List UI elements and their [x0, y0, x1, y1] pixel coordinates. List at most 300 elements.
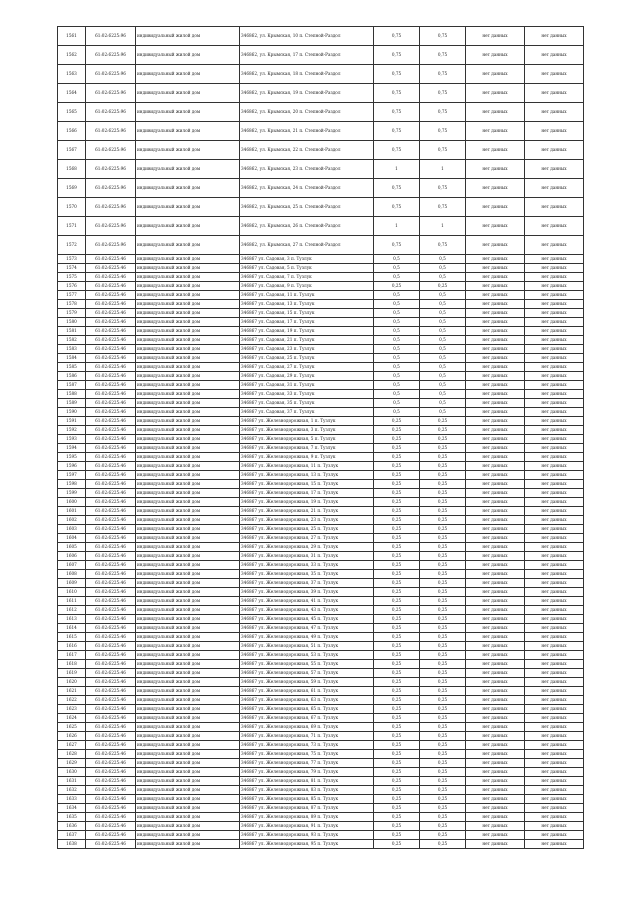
address-cell: 346867 ул. Железнодорожная, 45 п. Тузлук: [240, 615, 374, 624]
status-a-cell: нет данных: [466, 426, 525, 435]
object-type-cell: индивидуальный жилой дом: [136, 46, 240, 65]
status-a-cell: нет данных: [466, 480, 525, 489]
status-a-cell: нет данных: [466, 264, 525, 273]
status-b-cell: нет данных: [525, 399, 584, 408]
address-cell: 346862, ул. Крымская, 20 п. Степной-Раздол: [240, 103, 374, 122]
address-cell: 346862, ул. Крымская, 17 п. Степной-Раздол: [240, 46, 374, 65]
status-b-cell: нет данных: [525, 480, 584, 489]
table-row: [58, 255, 584, 264]
area-a-cell: 0,25: [374, 777, 420, 786]
status-b-cell: нет данных: [525, 768, 584, 777]
address-cell: 346862, ул. Крымская, 27 п. Степной-Раздол: [240, 236, 374, 255]
area-b-cell: 0,25: [420, 633, 466, 642]
address-cell: 346867 ул. Железнодорожная, 81 п. Тузлук: [240, 777, 374, 786]
status-b-cell: нет данных: [525, 390, 584, 399]
table-row: [58, 570, 584, 579]
address-cell: 346862, ул. Крымская, 22 п. Степной-Раздол: [240, 141, 374, 160]
status-b-cell: нет данных: [525, 516, 584, 525]
address-cell: 346867 ул. Железнодорожная, 49 п. Тузлук: [240, 633, 374, 642]
row-number-cell: 1622: [58, 696, 86, 705]
cadastral-number-cell: 61:02:6225:46: [86, 750, 136, 759]
status-a-cell: нет данных: [466, 318, 525, 327]
cadastral-number-cell: 61:02:6225:46: [86, 264, 136, 273]
address-cell: 346867 ул. Железнодорожная, 17 п. Тузлук: [240, 489, 374, 498]
object-type-cell: индивидуальный жилой дом: [136, 309, 240, 318]
status-a-cell: нет данных: [466, 327, 525, 336]
area-a-cell: 0,25: [374, 435, 420, 444]
object-type-cell: индивидуальный жилой дом: [136, 822, 240, 831]
status-b-cell: нет данных: [525, 525, 584, 534]
row-number-cell: 1582: [58, 336, 86, 345]
row-number-cell: 1613: [58, 615, 86, 624]
status-b-cell: нет данных: [525, 822, 584, 831]
cadastral-number-cell: 61:02:6225:46: [86, 669, 136, 678]
address-cell: 346867 ул. Садовая, 25 п. Тузлук: [240, 354, 374, 363]
address-cell: 346862, ул. Крымская, 25 п. Степной-Раздол: [240, 198, 374, 217]
status-a-cell: нет данных: [466, 471, 525, 480]
status-a-cell: нет данных: [466, 408, 525, 417]
area-b-cell: 0,25: [420, 786, 466, 795]
row-number-cell: 1572: [58, 236, 86, 255]
address-cell: 346867 ул. Железнодорожная, 53 п. Тузлук: [240, 651, 374, 660]
cadastral-number-cell: 61:02:6225:96: [86, 122, 136, 141]
table-row: [58, 516, 584, 525]
status-b-cell: нет данных: [525, 705, 584, 714]
status-a-cell: нет данных: [466, 525, 525, 534]
cadastral-number-cell: 61:02:6225:46: [86, 597, 136, 606]
area-b-cell: 0,5: [420, 318, 466, 327]
table-row: [58, 786, 584, 795]
status-a-cell: нет данных: [466, 354, 525, 363]
status-b-cell: нет данных: [525, 462, 584, 471]
area-b-cell: 0,25: [420, 453, 466, 462]
row-number-cell: 1586: [58, 372, 86, 381]
table-row: [58, 723, 584, 732]
object-type-cell: индивидуальный жилой дом: [136, 399, 240, 408]
row-number-cell: 1575: [58, 273, 86, 282]
table-row: [58, 381, 584, 390]
cadastral-number-cell: 61:02:6225:46: [86, 786, 136, 795]
table-row: [58, 46, 584, 65]
address-cell: 346862, ул. Крымская, 26 п. Степной-Раздол: [240, 217, 374, 236]
status-b-cell: нет данных: [525, 160, 584, 179]
table-row: [58, 795, 584, 804]
cadastral-number-cell: 61:02:6225:96: [86, 217, 136, 236]
table-row: [58, 552, 584, 561]
object-type-cell: индивидуальный жилой дом: [136, 642, 240, 651]
status-b-cell: нет данных: [525, 687, 584, 696]
status-b-cell: нет данных: [525, 318, 584, 327]
status-a-cell: нет данных: [466, 122, 525, 141]
status-b-cell: нет данных: [525, 714, 584, 723]
row-number-cell: 1576: [58, 282, 86, 291]
status-a-cell: нет данных: [466, 84, 525, 103]
area-b-cell: 0,5: [420, 273, 466, 282]
table-row: [58, 624, 584, 633]
status-b-cell: нет данных: [525, 786, 584, 795]
cadastral-number-cell: 61:02:6225:46: [86, 633, 136, 642]
status-a-cell: нет данных: [466, 336, 525, 345]
object-type-cell: индивидуальный жилой дом: [136, 750, 240, 759]
object-type-cell: индивидуальный жилой дом: [136, 65, 240, 84]
row-number-cell: 1628: [58, 750, 86, 759]
object-type-cell: индивидуальный жилой дом: [136, 426, 240, 435]
status-a-cell: нет данных: [466, 642, 525, 651]
status-b-cell: нет данных: [525, 561, 584, 570]
row-number-cell: 1611: [58, 597, 86, 606]
area-a-cell: 0,5: [374, 327, 420, 336]
area-a-cell: 0,25: [374, 606, 420, 615]
status-b-cell: нет данных: [525, 309, 584, 318]
status-b-cell: нет данных: [525, 471, 584, 480]
table-row: [58, 65, 584, 84]
status-a-cell: нет данных: [466, 714, 525, 723]
area-b-cell: 0,5: [420, 327, 466, 336]
table-row: [58, 732, 584, 741]
cadastral-number-cell: 61:02:6225:46: [86, 534, 136, 543]
cadastral-number-cell: 61:02:6225:46: [86, 462, 136, 471]
object-type-cell: индивидуальный жилой дом: [136, 84, 240, 103]
status-a-cell: нет данных: [466, 217, 525, 236]
object-type-cell: индивидуальный жилой дом: [136, 552, 240, 561]
status-b-cell: нет данных: [525, 678, 584, 687]
area-b-cell: 0,75: [420, 46, 466, 65]
address-cell: 346867 ул. Железнодорожная, 89 п. Тузлук: [240, 813, 374, 822]
status-b-cell: нет данных: [525, 606, 584, 615]
area-a-cell: 0,25: [374, 831, 420, 840]
area-b-cell: 0,25: [420, 777, 466, 786]
status-a-cell: нет данных: [466, 372, 525, 381]
object-type-cell: индивидуальный жилой дом: [136, 534, 240, 543]
area-b-cell: 0,75: [420, 103, 466, 122]
table-row: [58, 543, 584, 552]
area-a-cell: 0,25: [374, 597, 420, 606]
status-b-cell: нет данных: [525, 65, 584, 84]
area-b-cell: 0,5: [420, 345, 466, 354]
cadastral-number-cell: 61:02:6225:46: [86, 840, 136, 849]
area-a-cell: 0,5: [374, 363, 420, 372]
table-row: [58, 660, 584, 669]
object-type-cell: индивидуальный жилой дом: [136, 525, 240, 534]
object-type-cell: индивидуальный жилой дом: [136, 27, 240, 46]
cadastral-number-cell: 61:02:6225:46: [86, 732, 136, 741]
table-row: [58, 687, 584, 696]
table-row: [58, 813, 584, 822]
row-number-cell: 1594: [58, 444, 86, 453]
status-b-cell: нет данных: [525, 300, 584, 309]
table-row: [58, 426, 584, 435]
status-b-cell: нет данных: [525, 381, 584, 390]
row-number-cell: 1624: [58, 714, 86, 723]
table-row: [58, 217, 584, 236]
area-b-cell: 0,25: [420, 282, 466, 291]
cadastral-number-cell: 61:02:6225:96: [86, 65, 136, 84]
status-b-cell: нет данных: [525, 660, 584, 669]
address-cell: 346867 ул. Железнодорожная, 25 п. Тузлук: [240, 525, 374, 534]
cadastral-number-cell: 61:02:6225:46: [86, 696, 136, 705]
status-b-cell: нет данных: [525, 264, 584, 273]
status-b-cell: нет данных: [525, 732, 584, 741]
area-a-cell: 0,25: [374, 471, 420, 480]
status-a-cell: нет данных: [466, 768, 525, 777]
status-a-cell: нет данных: [466, 795, 525, 804]
row-number-cell: 1632: [58, 786, 86, 795]
row-number-cell: 1581: [58, 327, 86, 336]
table-row: [58, 336, 584, 345]
object-type-cell: индивидуальный жилой дом: [136, 264, 240, 273]
cadastral-number-cell: 61:02:6225:46: [86, 687, 136, 696]
status-a-cell: нет данных: [466, 615, 525, 624]
table-row: [58, 678, 584, 687]
status-b-cell: нет данных: [525, 141, 584, 160]
status-a-cell: нет данных: [466, 579, 525, 588]
row-number-cell: 1638: [58, 840, 86, 849]
row-number-cell: 1626: [58, 732, 86, 741]
row-number-cell: 1634: [58, 804, 86, 813]
area-a-cell: 0,25: [374, 759, 420, 768]
object-type-cell: индивидуальный жилой дом: [136, 318, 240, 327]
cadastral-number-cell: 61:02:6225:46: [86, 255, 136, 264]
row-number-cell: 1571: [58, 217, 86, 236]
cadastral-number-cell: 61:02:6225:96: [86, 198, 136, 217]
table-row: [58, 122, 584, 141]
area-a-cell: 1: [374, 160, 420, 179]
address-cell: 346867 ул. Железнодорожная, 85 п. Тузлук: [240, 795, 374, 804]
status-a-cell: нет данных: [466, 291, 525, 300]
row-number-cell: 1578: [58, 300, 86, 309]
row-number-cell: 1588: [58, 390, 86, 399]
status-b-cell: нет данных: [525, 27, 584, 46]
address-cell: 346867 ул. Садовая, 5 п. Тузлук: [240, 264, 374, 273]
area-a-cell: 0,5: [374, 318, 420, 327]
status-b-cell: нет данных: [525, 198, 584, 217]
area-a-cell: 0,5: [374, 372, 420, 381]
area-b-cell: 0,25: [420, 732, 466, 741]
table-row: [58, 579, 584, 588]
row-number-cell: 1609: [58, 579, 86, 588]
area-b-cell: 0,5: [420, 408, 466, 417]
status-a-cell: нет данных: [466, 179, 525, 198]
status-a-cell: нет данных: [466, 444, 525, 453]
object-type-cell: индивидуальный жилой дом: [136, 345, 240, 354]
address-cell: 346867 ул. Садовая, 37 п. Тузлук: [240, 408, 374, 417]
row-number-cell: 1614: [58, 624, 86, 633]
cadastral-number-cell: 61:02:6225:96: [86, 46, 136, 65]
row-number-cell: 1615: [58, 633, 86, 642]
status-b-cell: нет данных: [525, 777, 584, 786]
cadastral-number-cell: 61:02:6225:46: [86, 354, 136, 363]
table-row: [58, 480, 584, 489]
object-type-cell: индивидуальный жилой дом: [136, 273, 240, 282]
table-row: [58, 84, 584, 103]
table-row: [58, 822, 584, 831]
object-type-cell: индивидуальный жилой дом: [136, 570, 240, 579]
status-a-cell: нет данных: [466, 822, 525, 831]
status-b-cell: нет данных: [525, 363, 584, 372]
object-type-cell: индивидуальный жилой дом: [136, 633, 240, 642]
cadastral-number-cell: 61:02:6225:46: [86, 606, 136, 615]
object-type-cell: индивидуальный жилой дом: [136, 768, 240, 777]
address-cell: 346867 ул. Железнодорожная, 73 п. Тузлук: [240, 741, 374, 750]
status-b-cell: нет данных: [525, 588, 584, 597]
address-cell: 346867 ул. Железнодорожная, 35 п. Тузлук: [240, 570, 374, 579]
status-a-cell: нет данных: [466, 750, 525, 759]
table-row: [58, 435, 584, 444]
area-a-cell: 0,75: [374, 84, 420, 103]
cadastral-number-cell: 61:02:6225:46: [86, 525, 136, 534]
row-number-cell: 1569: [58, 179, 86, 198]
cadastral-number-cell: 61:02:6225:46: [86, 480, 136, 489]
table-row: [58, 282, 584, 291]
object-type-cell: индивидуальный жилой дом: [136, 777, 240, 786]
table-row: [58, 705, 584, 714]
area-b-cell: 0,5: [420, 381, 466, 390]
table-row: [58, 777, 584, 786]
cadastral-number-cell: 61:02:6225:46: [86, 822, 136, 831]
status-b-cell: нет данных: [525, 597, 584, 606]
cadastral-number-cell: 61:02:6225:46: [86, 723, 136, 732]
table-row: [58, 633, 584, 642]
status-b-cell: нет данных: [525, 552, 584, 561]
row-number-cell: 1568: [58, 160, 86, 179]
cadastral-number-cell: 61:02:6225:46: [86, 309, 136, 318]
address-cell: 346862, ул. Крымская, 23 п. Степной-Раздол: [240, 160, 374, 179]
object-type-cell: индивидуальный жилой дом: [136, 516, 240, 525]
address-cell: 346867 ул. Железнодорожная, 29 п. Тузлук: [240, 543, 374, 552]
table-row: [58, 696, 584, 705]
status-b-cell: нет данных: [525, 103, 584, 122]
area-a-cell: 0,5: [374, 309, 420, 318]
table-row: [58, 291, 584, 300]
object-type-cell: индивидуальный жилой дом: [136, 606, 240, 615]
status-b-cell: нет данных: [525, 46, 584, 65]
table-row: [58, 345, 584, 354]
cadastral-number-cell: 61:02:6225:46: [86, 588, 136, 597]
status-b-cell: нет данных: [525, 453, 584, 462]
table-row: [58, 453, 584, 462]
row-number-cell: 1595: [58, 453, 86, 462]
area-b-cell: 0,25: [420, 561, 466, 570]
area-a-cell: 0,25: [374, 282, 420, 291]
area-b-cell: 0,25: [420, 795, 466, 804]
object-type-cell: индивидуальный жилой дом: [136, 198, 240, 217]
area-a-cell: 0,25: [374, 705, 420, 714]
cadastral-number-cell: 61:02:6225:46: [86, 471, 136, 480]
area-a-cell: 0,25: [374, 822, 420, 831]
row-number-cell: 1570: [58, 198, 86, 217]
area-a-cell: 0,25: [374, 732, 420, 741]
status-a-cell: нет данных: [466, 570, 525, 579]
object-type-cell: индивидуальный жилой дом: [136, 179, 240, 198]
row-number-cell: 1584: [58, 354, 86, 363]
cadastral-number-cell: 61:02:6225:46: [86, 507, 136, 516]
address-cell: 346867 ул. Садовая, 33 п. Тузлук: [240, 390, 374, 399]
object-type-cell: индивидуальный жилой дом: [136, 327, 240, 336]
cadastral-number-cell: 61:02:6225:46: [86, 570, 136, 579]
row-number-cell: 1591: [58, 417, 86, 426]
address-cell: 346867 ул. Железнодорожная, 13 п. Тузлук: [240, 471, 374, 480]
area-b-cell: 0,25: [420, 615, 466, 624]
table-row: [58, 507, 584, 516]
cadastral-number-cell: 61:02:6225:46: [86, 381, 136, 390]
address-cell: 346867 ул. Железнодорожная, 69 п. Тузлук: [240, 723, 374, 732]
status-a-cell: нет данных: [466, 417, 525, 426]
status-a-cell: нет данных: [466, 633, 525, 642]
object-type-cell: индивидуальный жилой дом: [136, 336, 240, 345]
row-number-cell: 1585: [58, 363, 86, 372]
row-number-cell: 1579: [58, 309, 86, 318]
area-a-cell: 0,75: [374, 103, 420, 122]
status-b-cell: нет данных: [525, 615, 584, 624]
object-type-cell: индивидуальный жилой дом: [136, 141, 240, 160]
object-type-cell: индивидуальный жилой дом: [136, 236, 240, 255]
status-a-cell: нет данных: [466, 345, 525, 354]
row-number-cell: 1617: [58, 651, 86, 660]
area-b-cell: 0,75: [420, 179, 466, 198]
status-a-cell: нет данных: [466, 786, 525, 795]
status-a-cell: нет данных: [466, 840, 525, 849]
table-row: [58, 615, 584, 624]
table-row: [58, 141, 584, 160]
area-b-cell: 0,25: [420, 543, 466, 552]
row-number-cell: 1621: [58, 687, 86, 696]
area-b-cell: 0,25: [420, 642, 466, 651]
row-number-cell: 1610: [58, 588, 86, 597]
address-cell: 346867 ул. Железнодорожная, 91 п. Тузлук: [240, 822, 374, 831]
table-row: [58, 236, 584, 255]
address-cell: 346867 ул. Садовая, 29 п. Тузлук: [240, 372, 374, 381]
area-a-cell: 0,5: [374, 300, 420, 309]
status-a-cell: нет данных: [466, 198, 525, 217]
area-b-cell: 0,25: [420, 417, 466, 426]
status-a-cell: нет данных: [466, 552, 525, 561]
object-type-cell: индивидуальный жилой дом: [136, 255, 240, 264]
cadastral-number-cell: 61:02:6225:46: [86, 561, 136, 570]
object-type-cell: индивидуальный жилой дом: [136, 408, 240, 417]
area-b-cell: 0,5: [420, 264, 466, 273]
address-cell: 346862, ул. Крымская, 21 п. Степной-Раздол: [240, 122, 374, 141]
cadastral-number-cell: 61:02:6225:46: [86, 498, 136, 507]
area-b-cell: 0,25: [420, 480, 466, 489]
area-a-cell: 0,25: [374, 453, 420, 462]
object-type-cell: индивидуальный жилой дом: [136, 579, 240, 588]
cadastral-number-cell: 61:02:6225:46: [86, 489, 136, 498]
address-cell: 346867 ул. Железнодорожная, 37 п. Тузлук: [240, 579, 374, 588]
address-cell: 346867 ул. Железнодорожная, 39 п. Тузлук: [240, 588, 374, 597]
area-a-cell: 0,25: [374, 561, 420, 570]
area-b-cell: 0,25: [420, 678, 466, 687]
address-cell: 346867 ул. Железнодорожная, 71 п. Тузлук: [240, 732, 374, 741]
cadastral-number-cell: 61:02:6225:46: [86, 741, 136, 750]
area-a-cell: 0,5: [374, 381, 420, 390]
cadastral-number-cell: 61:02:6225:46: [86, 651, 136, 660]
table-row: [58, 160, 584, 179]
area-b-cell: 0,25: [420, 444, 466, 453]
area-a-cell: 0,25: [374, 840, 420, 849]
status-b-cell: нет данных: [525, 217, 584, 236]
status-a-cell: нет данных: [466, 273, 525, 282]
row-number-cell: 1580: [58, 318, 86, 327]
row-number-cell: 1562: [58, 46, 86, 65]
area-b-cell: 0,5: [420, 399, 466, 408]
row-number-cell: 1633: [58, 795, 86, 804]
row-number-cell: 1597: [58, 471, 86, 480]
table-row: [58, 840, 584, 849]
object-type-cell: индивидуальный жилой дом: [136, 624, 240, 633]
status-b-cell: нет данных: [525, 122, 584, 141]
area-b-cell: 0,5: [420, 291, 466, 300]
area-a-cell: 0,25: [374, 687, 420, 696]
